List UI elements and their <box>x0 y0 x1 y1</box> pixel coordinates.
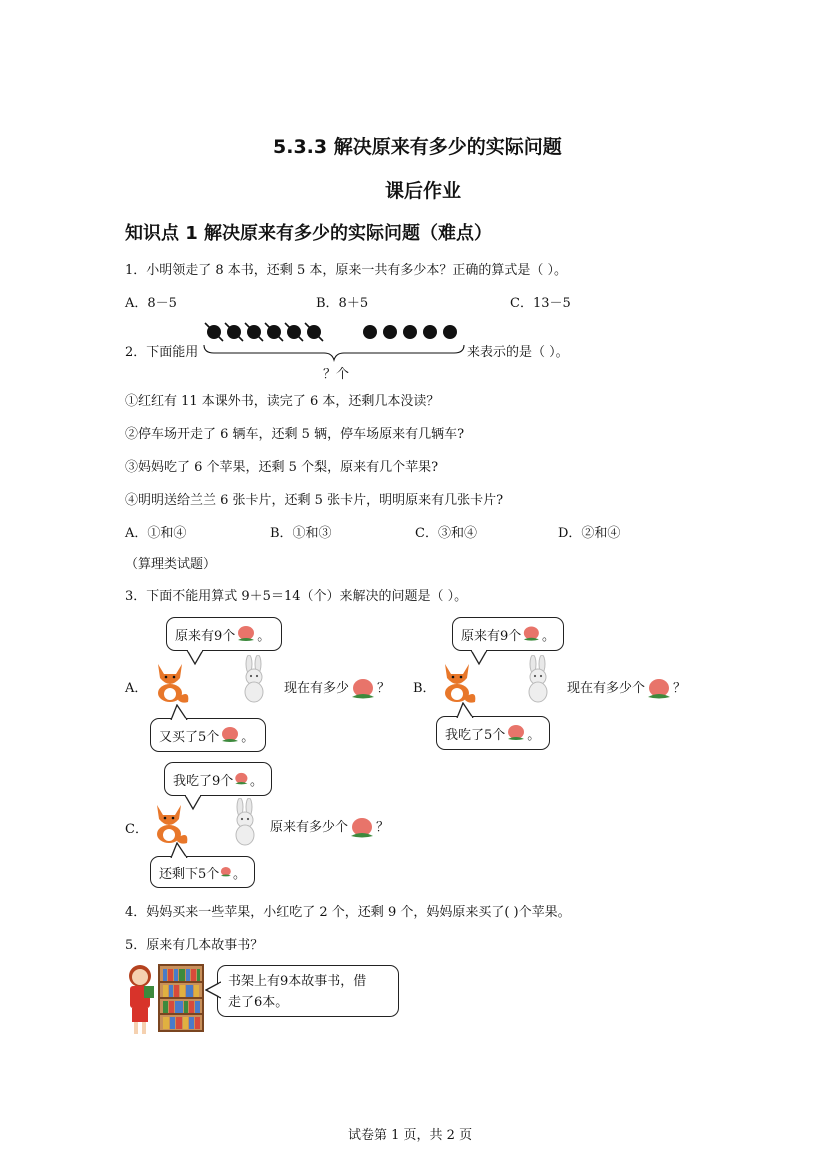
q5-bubble <box>217 965 399 1017</box>
peach-icon <box>219 863 233 881</box>
peach-icon <box>235 625 257 643</box>
rabbit-icon <box>229 798 261 846</box>
q2-note: （算理类试题） <box>125 557 217 572</box>
q3a-question: 现在有多少 ？ <box>284 677 390 700</box>
q2-item-4: ④明明送给兰兰 6 张卡片，还剩 5 张卡片，明明原来有几张卡片? <box>125 493 504 508</box>
fox-icon <box>437 660 479 704</box>
dots-brace-diagram <box>202 318 467 363</box>
q1-option-b: B．8＋5 <box>316 296 369 311</box>
q1-stem: 1．小明领走了 8 本书，还剩 5 本，原来一共有多少本？正确的算式是（ ）。 <box>125 263 567 278</box>
q2-stem-after: 来表示的是（ ）。 <box>467 345 569 360</box>
peach-icon <box>521 625 542 643</box>
q2-item-1: ①红红有 11 本课外书，读完了 6 本，还剩几本没读？ <box>125 394 440 409</box>
q5-bubble-line2: 走了6本。 <box>228 995 289 1010</box>
page-footer: 试卷第 1 页，共 2 页 <box>348 1128 473 1143</box>
q3c-question: 原来有多少个 ？ <box>270 816 389 839</box>
q2-option-a: A．①和④ <box>125 526 187 541</box>
q1-option-a: A．8－5 <box>125 296 177 311</box>
q3c-label: C． <box>125 822 148 837</box>
peach-icon <box>233 770 250 788</box>
q4-stem: 4．妈妈买来一些苹果，小红吃了 2 个，还剩 9 个，妈妈原来买了( )个苹果。 <box>125 905 571 920</box>
fox-icon <box>150 660 192 704</box>
q3a-top-bubble: 原来有9个 。 <box>166 617 282 651</box>
peach-icon <box>219 726 241 744</box>
brace <box>204 345 464 360</box>
fox-icon <box>149 801 191 845</box>
q3c-bottom-bubble: 还剩下5个 。 <box>150 856 255 888</box>
q2-option-d: D．②和④ <box>558 526 621 541</box>
peach-icon <box>349 678 377 700</box>
q5-stem: 5．原来有几本故事书？ <box>125 938 264 953</box>
q1-option-c: C．13－5 <box>510 296 571 311</box>
q3b-question: 现在有多少个 ？ <box>567 677 686 700</box>
q2-item-2: ②停车场开走了 6 辆车，还剩 5 辆，停车场原来有几辆车? <box>125 427 465 442</box>
q3c-top-bubble: 我吃了9个 。 <box>164 762 272 796</box>
q2-option-c: C．③和④ <box>415 526 477 541</box>
q3a-label: A． <box>125 681 148 696</box>
page-title: 5.3.3 解决原来有多少的实际问题 <box>273 136 562 158</box>
rabbit-icon <box>522 655 554 703</box>
q3b-bottom-bubble: 我吃了5个 。 <box>436 716 550 750</box>
q2-stem-before: 2．下面能用 <box>125 345 199 360</box>
peach-icon <box>645 678 673 700</box>
peach-icon <box>505 724 527 742</box>
q3b-label: B． <box>413 681 436 696</box>
page-subtitle: 课后作业 <box>385 180 462 202</box>
bookshelf-icon <box>158 964 204 1032</box>
girl-icon <box>124 962 160 1036</box>
crossed-dots <box>207 325 321 339</box>
q3b-top-bubble: 原来有9个 。 <box>452 617 564 651</box>
q2-item-3: ③妈妈吃了 6 个苹果，还剩 5 个梨，原来有几个苹果? <box>125 460 439 475</box>
q2-option-b: B．①和③ <box>270 526 332 541</box>
q5-bubble-line1: 书架上有9本故事书，借 <box>228 974 367 989</box>
section-heading: 知识点 1 解决原来有多少的实际问题（难点） <box>125 223 493 244</box>
q2-brace-label: ？个 <box>323 367 350 382</box>
peach-icon <box>348 817 376 839</box>
rabbit-icon <box>238 655 270 703</box>
q3-stem: 3．下面不能用算式 9＋5＝14（个）来解决的问题是（ ）。 <box>125 589 468 604</box>
remaining-dots <box>363 325 457 339</box>
q3a-bottom-bubble: 又买了5个 。 <box>150 718 266 752</box>
